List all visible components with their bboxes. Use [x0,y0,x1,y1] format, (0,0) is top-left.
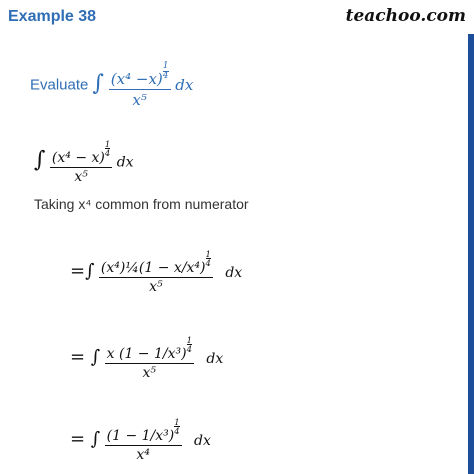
step-explanation: Taking x⁴ common from numerator [34,196,249,212]
question-fraction: (x⁴ −x) $\frac{1}{4}$ x⁵ [110,61,169,109]
question-line [30,62,193,109]
page-title: Example 38 [8,8,97,25]
step-4: = ∫ (1 − 1/x³) $\frac{1}{4}$ x⁴ dx [70,417,211,464]
brand-logo: teachoo.com [345,6,466,26]
step-1: ∫ (x⁴ − x) $\frac{1}{4}$ x⁵ dx [34,139,134,186]
scrollbar[interactable] [468,34,474,474]
question-dx: dx [175,75,194,94]
step-2: =∫ (x⁴)¼(1 − x/x⁴) $\frac{1}{4}$ x⁵ dx [70,249,243,296]
step-3: = ∫ x (1 − 1/x³) $\frac{1}{4}$ x⁵ dx [70,335,224,382]
integral-sign: ∫ [92,70,105,96]
question-prefix: Evaluate [30,76,89,94]
